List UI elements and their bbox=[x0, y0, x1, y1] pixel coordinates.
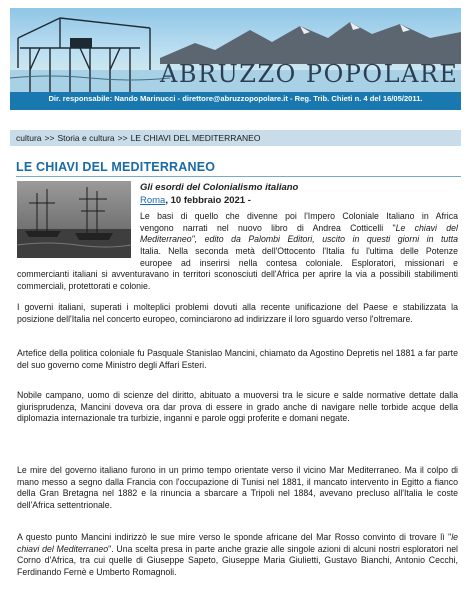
paragraph-line: Le basi di quello che divenne poi l'Impero Coloniale Italiano in Africa bbox=[140, 211, 458, 221]
paragraph-line: Mediterraneo", edito da Palombi Editori, uscito in questi giorni in tutta bbox=[140, 234, 458, 245]
quoted-phrase: le chiavi del Mediterraneo bbox=[17, 532, 458, 554]
article-paragraph-5: Le mire del governo italiano furono in un primo tempo orientate verso il vicino Mar Mediterraneo. Ma il colpo di mano messo a segno dalla Francia con l'occupazione di Tunisi nel 1881, il mancato intervento in Egitto a fianco della Gran Bretagna nel 1882 e la rinuncia a sbarcare a Tripoli nel 1884, avevano precluso all'Italia le coste dell'Africa settentrionale. bbox=[17, 465, 458, 511]
article-paragraph-6 bbox=[17, 532, 458, 579]
title-divider bbox=[16, 176, 461, 177]
breadcrumb-separator: >> bbox=[44, 133, 55, 143]
site-logo[interactable]: ABRUZZO POPOLARE bbox=[160, 60, 459, 88]
article-paragraph-1-continued: commercianti italiani si avventuravano in territori sconosciuti dell'Africa per aprire la via a possibili stabilimenti commerciali, protettorati e colonie. bbox=[17, 269, 458, 291]
article-photo bbox=[17, 181, 131, 258]
city-link[interactable]: Roma bbox=[140, 195, 166, 206]
breadcrumb-link-storia[interactable]: Storia e cultura bbox=[57, 133, 115, 143]
harbor-ships-image bbox=[17, 181, 131, 258]
paragraph-text: A questo punto Mancini indirizzò le sue mire verso le sponde africane del Mar Rosso convinto di trovare lì " bbox=[17, 532, 452, 542]
article-paragraph-3: Artefice della politica coloniale fu Pasquale Stanislao Mancini, chiamato da Agostino Depretis nel 1881 a far parte del suo governo come Ministro degli Affari Esteri. bbox=[17, 348, 458, 370]
article-paragraph-4: Nobile campano, uomo di scienze del diritto, abituato a muoversi tra le sicure e salde normative dettate dalla giurisprudenza, Mancini doveva ora dar prova di essere in grado anche di navigare nelle torbide acque della diplomazia internazionale tra turbizie, inganni e parole oggi proferite e domani negate. bbox=[17, 390, 458, 424]
header-banner bbox=[10, 8, 461, 92]
article-dateline bbox=[140, 195, 251, 206]
breadcrumb-separator: >> bbox=[117, 133, 128, 143]
article-date: , 10 febbraio 2021 - bbox=[165, 195, 251, 206]
breadcrumb-current: LE CHIAVI DEL MEDITERRANEO bbox=[130, 133, 261, 143]
paragraph-line: Italia. Nella seconda metà dell'Ottocento l'Italia fu l'ultima delle Potenze bbox=[140, 246, 458, 257]
paragraph-text: ". Una scelta presa in parte anche grazie alle singole azioni di alcuni nostri esploratori nel Corno d'Africa, tra cui quelle di Giuseppe Sapeto, Giuseppe Maria Giulietti, Gustavo Bianchi, Antonio Cecchi, Ferdinando Fernè e Umberto Romagnoli. bbox=[17, 543, 458, 578]
director-line: Dir. responsabile: Nando Marinucci - direttore@abruzzopopolare.it - Reg. Trib. Chieti n. 4 del 16/05/2011. bbox=[48, 94, 423, 103]
article-title: LE CHIAVI DEL MEDITERRANEO bbox=[16, 160, 216, 174]
breadcrumb bbox=[10, 130, 461, 146]
article-paragraph-2: I governi italiani, superati i molteplici problemi dovuti alla recente unificazione del Paese e stabilizzata la posizione dell'Italia nel concerto europeo, cominciarono ad indirizzare il loro sguardo verso l'oltremare. bbox=[17, 302, 458, 324]
paragraph-line: vengono narrati nel nuovo libro di Andrea Cotticelli " bbox=[140, 222, 396, 233]
site-header bbox=[10, 8, 461, 110]
article-paragraph-1 bbox=[140, 211, 458, 270]
breadcrumb-link-cultura[interactable]: cultura bbox=[16, 133, 42, 143]
book-title: Le chiavi del bbox=[395, 222, 458, 233]
article-subtitle: Gli esordi del Colonialismo italiano bbox=[140, 182, 299, 193]
paragraph-line: europee ad inserirsi nella contesa coloniale. Esploratori, missionari e bbox=[140, 257, 458, 268]
